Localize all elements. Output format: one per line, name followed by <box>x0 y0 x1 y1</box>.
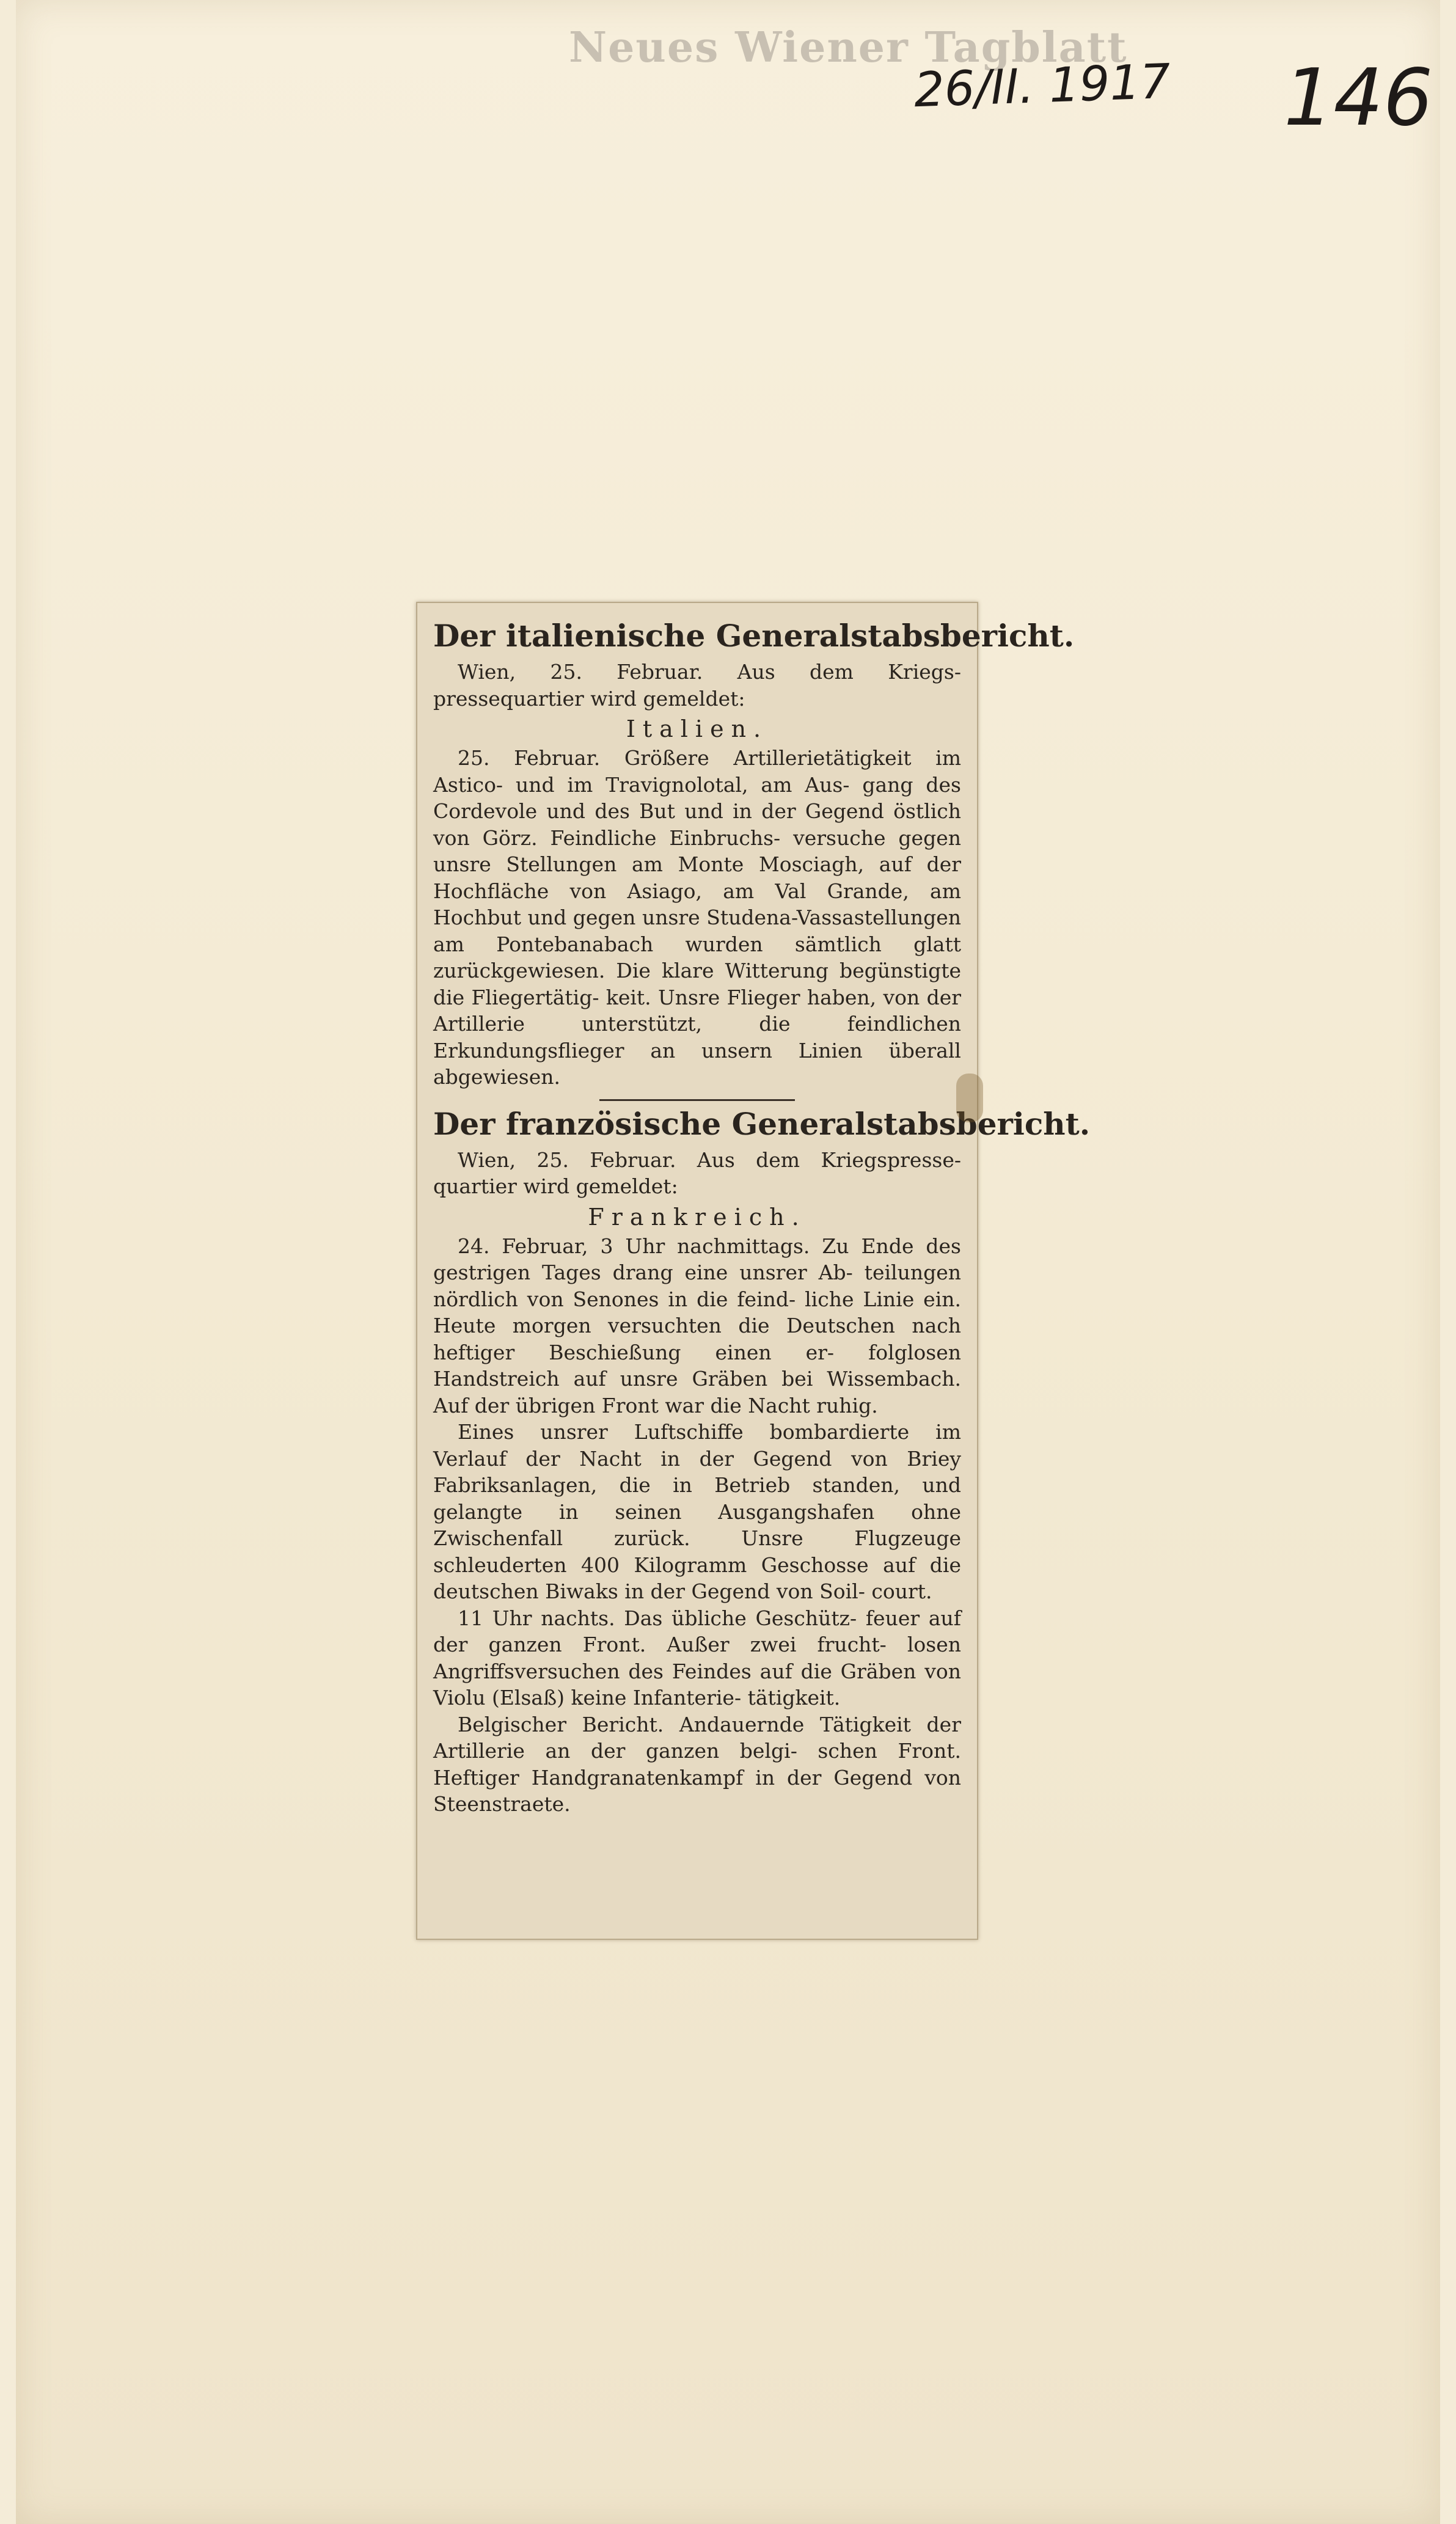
article-title-french: Der französische Generalstabsbericht. <box>433 1105 1091 1142</box>
newspaper-clipping <box>416 602 1091 1940</box>
paragraph-french-2: Eines unsrer Luftschiffe bombardierte im Verlauf der Nacht in der Gegend von Briey Fabriksanlagen, die in Betrieb standen, und gelangte in seinen Ausgangshafen ohne Zwischenfall zurück. Unsre Flugzeuge schleuderten 400 Kilogramm Geschosse auf die deutschen Biwaks in der Gegend von Soil- court. <box>433 1420 961 1603</box>
section-italien: Italien. <box>626 715 769 742</box>
section-frankreich: Frankreich. <box>588 1203 807 1231</box>
folio-number: 146 <box>1284 53 1433 144</box>
article-body-italian: 25. Februar. Größere Artillerietätigkeit im Astico- und im Travignolotal, am Aus- gang des Cordevole und des But und in der Gegend östlich von Görz. Feindliche Einbruchs- versuche gegen unsre Stellungen am Monte Mosciagh, auf der Hochfläche von Asiago, am Val Grande, am Hochbut und gegen unsre Studena-Vassastellungen am Pontebanabach wurden sämtlich glatt zurückgewiesen. Die klare Witterung begünstigte die Fliegertätig- keit. Unsre Flieger haben, von der Artillerie unterstützt, die feindlichen Erkundungsflieger an unsern Linien überall abgewiesen. <box>433 746 961 1089</box>
divider-rule <box>599 1099 795 1101</box>
article-title-italian: Der italienische Generalstabsbericht. <box>433 618 1075 654</box>
handwritten-date: 26/II. 1917 <box>913 54 1172 119</box>
article-intro-french: Wien, 25. Februar. Aus dem Kriegspresse- quartier wird gemeldet: <box>433 1147 961 1198</box>
paragraph-french-4: Belgischer Bericht. Andauernde Tätigkeit der Artillerie an der ganzen belgi- schen Front. Heftiger Handgranatenkampf in der Gegend von Steenstraete. <box>433 1712 961 1816</box>
stain-mark <box>956 1074 983 1122</box>
article-intro-italian: Wien, 25. Februar. Aus dem Kriegs- pressequartier wird gemeldet: <box>433 660 961 711</box>
archive-sheet <box>16 0 1440 2524</box>
newspaper-stamp: Neues Wiener Tagblatt <box>569 23 1128 72</box>
paragraph-french-1: 24. Februar, 3 Uhr nachmittags. Zu Ende des gestrigen Tages drang eine unsrer Ab- teilungen nördlich von Senones in die feind- liche Linie ein. Heute morgen versuchten die Deutschen nach heftiger Beschießung einen er- folglosen Handstreich auf unsre Gräben bei Wissembach. Auf der übrigen Front war die Nacht ruhig. <box>433 1234 961 1417</box>
paragraph-french-3: 11 Uhr nachts. Das übliche Geschütz- feuer auf der ganzen Front. Außer zwei frucht- losen Angriffsversuchen des Feindes auf die Gräben von Violu (Elsaß) keine Infanterie- tätigkeit. <box>433 1606 961 1710</box>
